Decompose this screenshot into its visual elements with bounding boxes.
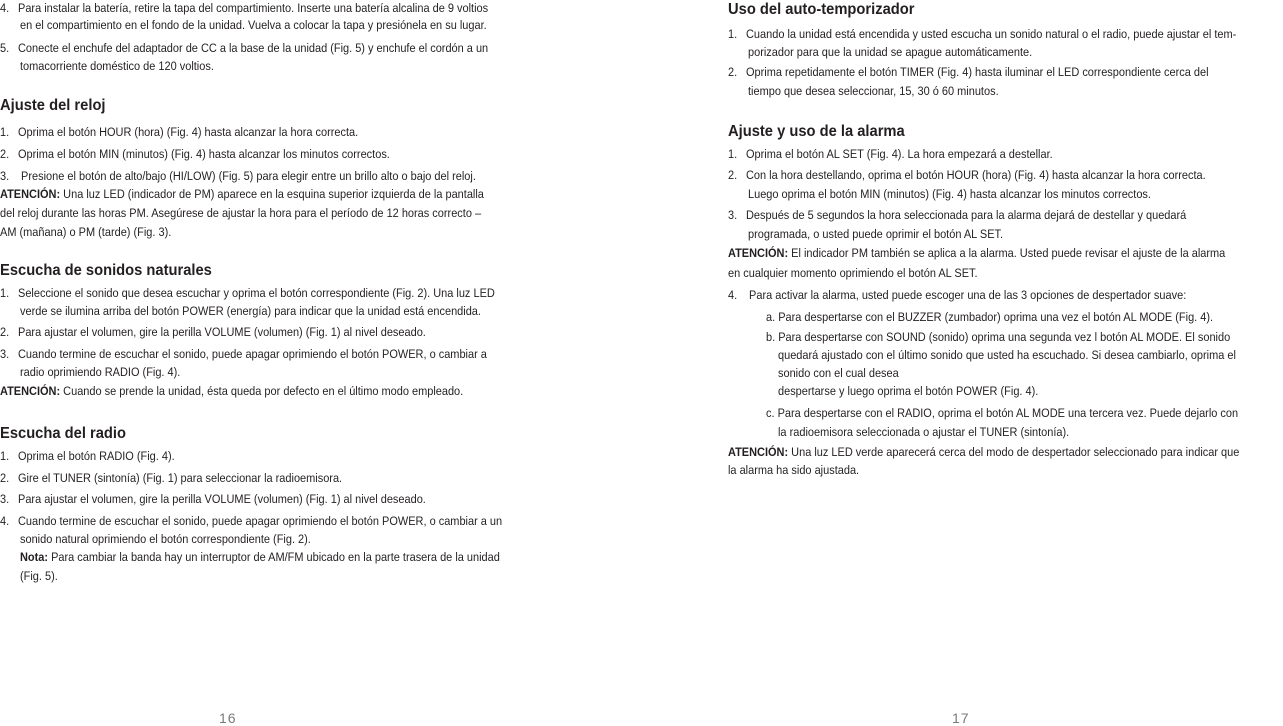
- page-number: 16: [219, 710, 237, 726]
- section-heading-alarm: Ajuste y uso de la alarma: [728, 123, 905, 140]
- list-item: 4. Para activar la alarma, usted puede escoger una de las 3 opciones de despertador suave:: [728, 288, 1187, 302]
- list-item: 2. Con la hora destellando, oprima el botón HOUR (hora) (Fig. 4) hasta alcanzar la hora correcta.: [728, 168, 1206, 182]
- list-item-continuation: programada, o usted puede oprimir el botón AL SET.: [748, 227, 1004, 241]
- list-item-continuation: Luego oprima el botón MIN (minutos) (Fig. 4) hasta alcanzar los minutos correctos.: [748, 187, 1151, 201]
- list-item-continuation: radio oprimiendo RADIO (Fig. 4).: [20, 365, 181, 379]
- list-item-continuation: en el compartimiento en el fondo de la unidad. Vuelva a colocar la tapa y presiónela en su lugar.: [20, 18, 487, 32]
- list-item: 1. Seleccione el sonido que desea escuchar y oprima el botón correspondiente (Fig. 2). Una luz LED: [0, 286, 495, 300]
- section-heading-timer: Uso del auto-temporizador: [728, 1, 915, 18]
- list-item: 1. Cuando la unidad está encendida y usted escucha un sonido natural o el radio, puede ajustar el tem-: [728, 27, 1237, 41]
- sub-item-continuation: quedará ajustado con el último sonido que usted ha escuchado. Si desea cambiarlo, oprima el: [778, 348, 1236, 362]
- list-item: 1. Oprima el botón RADIO (Fig. 4).: [0, 449, 175, 463]
- list-item: 5. Conecte el enchufe del adaptador de CC a la base de la unidad (Fig. 5) y enchufe el cordón a un: [0, 41, 489, 55]
- attention-note-line: del reloj durante las horas PM. Asegúrese de ajustar la hora para el período de 12 horas correcto –: [0, 206, 482, 220]
- list-item: 4. Para instalar la batería, retire la tapa del compartimiento. Inserte una batería alcalina de 9 voltios: [0, 1, 489, 15]
- page-right: [728, 0, 1283, 726]
- attention-note-line: en cualquier momento oprimiendo el botón AL SET.: [728, 266, 978, 280]
- sub-item-radio: c. Para despertarse con el RADIO, oprima el botón AL MODE una tercera vez. Puede dejarlo con: [766, 406, 1239, 420]
- sub-item-buzzer: a. Para despertarse con el BUZZER (zumbador) oprima una vez el botón AL MODE (Fig. 4).: [766, 310, 1214, 324]
- page-number: 17: [952, 710, 970, 726]
- attention-note: ATENCIÓN: El indicador PM también se aplica a la alarma. Usted puede revisar el ajuste de la alarma: [728, 246, 1226, 260]
- sub-item-sound: b. Para despertarse con SOUND (sonido) oprima una segunda vez l botón AL MODE. El sonido: [766, 330, 1231, 344]
- list-item-continuation: tomacorriente doméstico de 120 voltios.: [20, 59, 214, 73]
- section-heading-clock: Ajuste del reloj: [0, 97, 106, 114]
- nota-line: Nota: Para cambiar la banda hay un interruptor de AM/FM ubicado en la parte trasera de la unidad: [20, 550, 500, 564]
- list-item: 3. Después de 5 segundos la hora seleccionada para la alarma dejará de destellar y quedará: [728, 208, 1187, 222]
- list-item: 3. Presione el botón de alto/bajo (HI/LOW) (Fig. 5) para elegir entre un brillo alto o bajo del reloj.: [0, 169, 476, 183]
- list-item-continuation: porizador para que la unidad se apague automáticamente.: [748, 45, 1033, 59]
- section-heading-nature-sounds: Escucha de sonidos naturales: [0, 262, 212, 279]
- sub-item-continuation: despertarse y luego oprima el botón POWER (Fig. 4).: [778, 384, 1039, 398]
- attention-note: ATENCIÓN: Una luz LED (indicador de PM) aparece en la esquina superior izquierda de la pantalla: [0, 187, 484, 201]
- list-item: 3. Para ajustar el volumen, gire la perilla VOLUME (volumen) (Fig. 1) al nivel deseado.: [0, 492, 426, 506]
- list-item: 2. Para ajustar el volumen, gire la perilla VOLUME (volumen) (Fig. 1) al nivel deseado.: [0, 325, 426, 339]
- section-heading-radio: Escucha del radio: [0, 425, 126, 442]
- list-item: 4. Cuando termine de escuchar el sonido, puede apagar oprimiendo el botón POWER, o cambiar a un: [0, 514, 503, 528]
- sub-item-continuation: la radioemisora seleccionada o ajustar el TUNER (sintonía).: [778, 425, 1070, 439]
- attention-note-line: AM (mañana) o PM (tarde) (Fig. 3).: [0, 225, 172, 239]
- page-left: [0, 0, 560, 726]
- list-item: 1. Oprima el botón AL SET (Fig. 4). La hora empezará a destellar.: [728, 147, 1053, 161]
- list-item-continuation: (Fig. 5).: [20, 569, 58, 583]
- list-item: 2. Oprima el botón MIN (minutos) (Fig. 4) hasta alcanzar los minutos correctos.: [0, 147, 390, 161]
- list-item: 2. Gire el TUNER (sintonía) (Fig. 1) para seleccionar la radioemisora.: [0, 471, 343, 485]
- attention-note-line: la alarma ha sido ajustada.: [728, 463, 860, 477]
- list-item-continuation: tiempo que desea seleccionar, 15, 30 ó 60 minutos.: [748, 84, 999, 98]
- sub-item-continuation: sonido con el cual desea: [778, 366, 899, 380]
- list-item: 2. Oprima repetidamente el botón TIMER (Fig. 4) hasta iluminar el LED correspondiente cerca del: [728, 65, 1209, 79]
- list-item: 1. Oprima el botón HOUR (hora) (Fig. 4) hasta alcanzar la hora correcta.: [0, 125, 359, 139]
- list-item: 3. Cuando termine de escuchar el sonido, puede apagar oprimiendo el botón POWER, o cambiar a: [0, 347, 487, 361]
- attention-note: ATENCIÓN: Una luz LED verde aparecerá cerca del modo de despertador seleccionado para indicar que: [728, 445, 1240, 459]
- list-item-continuation: sonido natural oprimiendo el botón correspondiente (Fig. 2).: [20, 532, 311, 546]
- list-item-continuation: verde se ilumina arriba del botón POWER (energía) para indicar que la unidad está encendida.: [20, 304, 481, 318]
- attention-note: ATENCIÓN: Cuando se prende la unidad, ésta queda por defecto en el último modo empleado.: [0, 384, 464, 398]
